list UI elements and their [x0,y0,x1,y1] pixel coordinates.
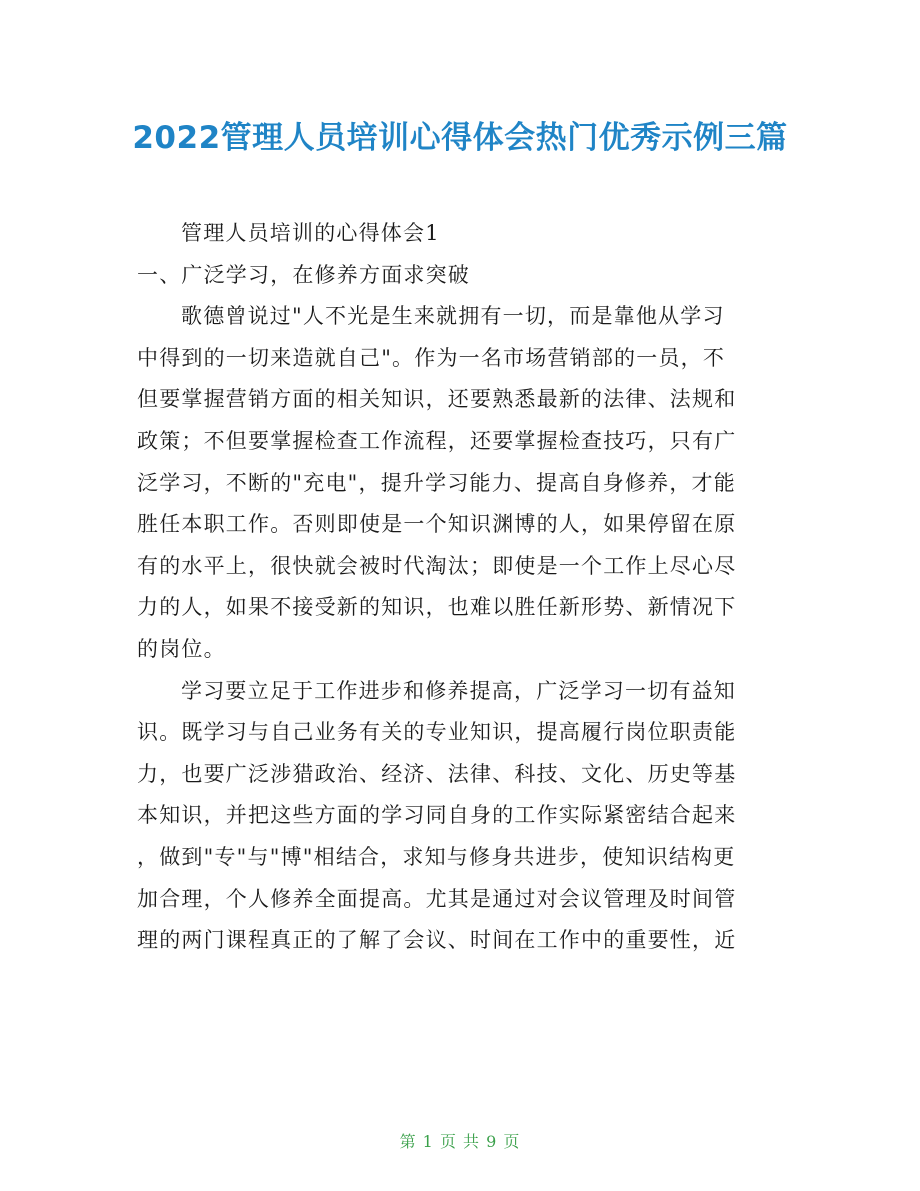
paragraph-line: 的岗位。 [137,636,226,661]
paragraph-line: 政策；不但要掌握检查工作流程，还要掌握检查技巧，只有广 [137,428,737,453]
paragraph-line: 识。既学习与自己业务有关的专业知识，提高履行岗位职责能 [137,720,737,745]
paragraph-line: 但要掌握营销方面的相关知识，还要熟悉最新的法律、法规和 [137,387,737,412]
paragraph-line: 学习要立足于工作进步和修养提高，广泛学习一切有益知 [181,678,736,703]
document-body [137,213,785,962]
page-number: 第 1 页 共 9 页 [399,1132,521,1151]
page-footer [0,1131,920,1153]
document-title: 2022管理人员培训心得体会热门优秀示例三篇 [132,120,788,156]
paragraph-line: 歌德曾说过"人不光是生来就拥有一切，而是靠他从学习 [181,304,725,329]
section-heading: 管理人员培训的心得体会1 [181,221,440,245]
subsection-heading: 一、广泛学习，在修养方面求突破 [137,262,470,287]
paragraph-line: 有的水平上，很快就会被时代淘汰；即使是一个工作上尽心尽 [137,553,737,578]
paragraph-line: 中得到的一切来造就自己"。作为一名市场营销部的一员，不 [137,345,726,370]
paragraph-line: 加合理，个人修养全面提高。尤其是通过对会议管理及时间管 [137,886,737,911]
paragraph-line: 泛学习，不断的"充电"，提升学习能力、提高自身修养，才能 [137,470,736,495]
paragraph-line: 理的两门课程真正的了解了会议、时间在工作中的重要性，近 [137,928,737,953]
paragraph-line: 力的人，如果不接受新的知识，也难以胜任新形势、新情况下 [137,595,737,620]
paragraph-line: 力，也要广泛涉猎政治、经济、法律、科技、文化、历史等基 [137,761,737,786]
paragraph-line: ，做到"专"与"博"相结合，求知与修身共进步，使知识结构更 [137,844,736,869]
paragraph-line: 胜任本职工作。否则即使是一个知识渊博的人，如果停留在原 [137,512,737,537]
paragraph-line: 本知识，并把这些方面的学习同自身的工作实际紧密结合起来 [137,803,737,828]
